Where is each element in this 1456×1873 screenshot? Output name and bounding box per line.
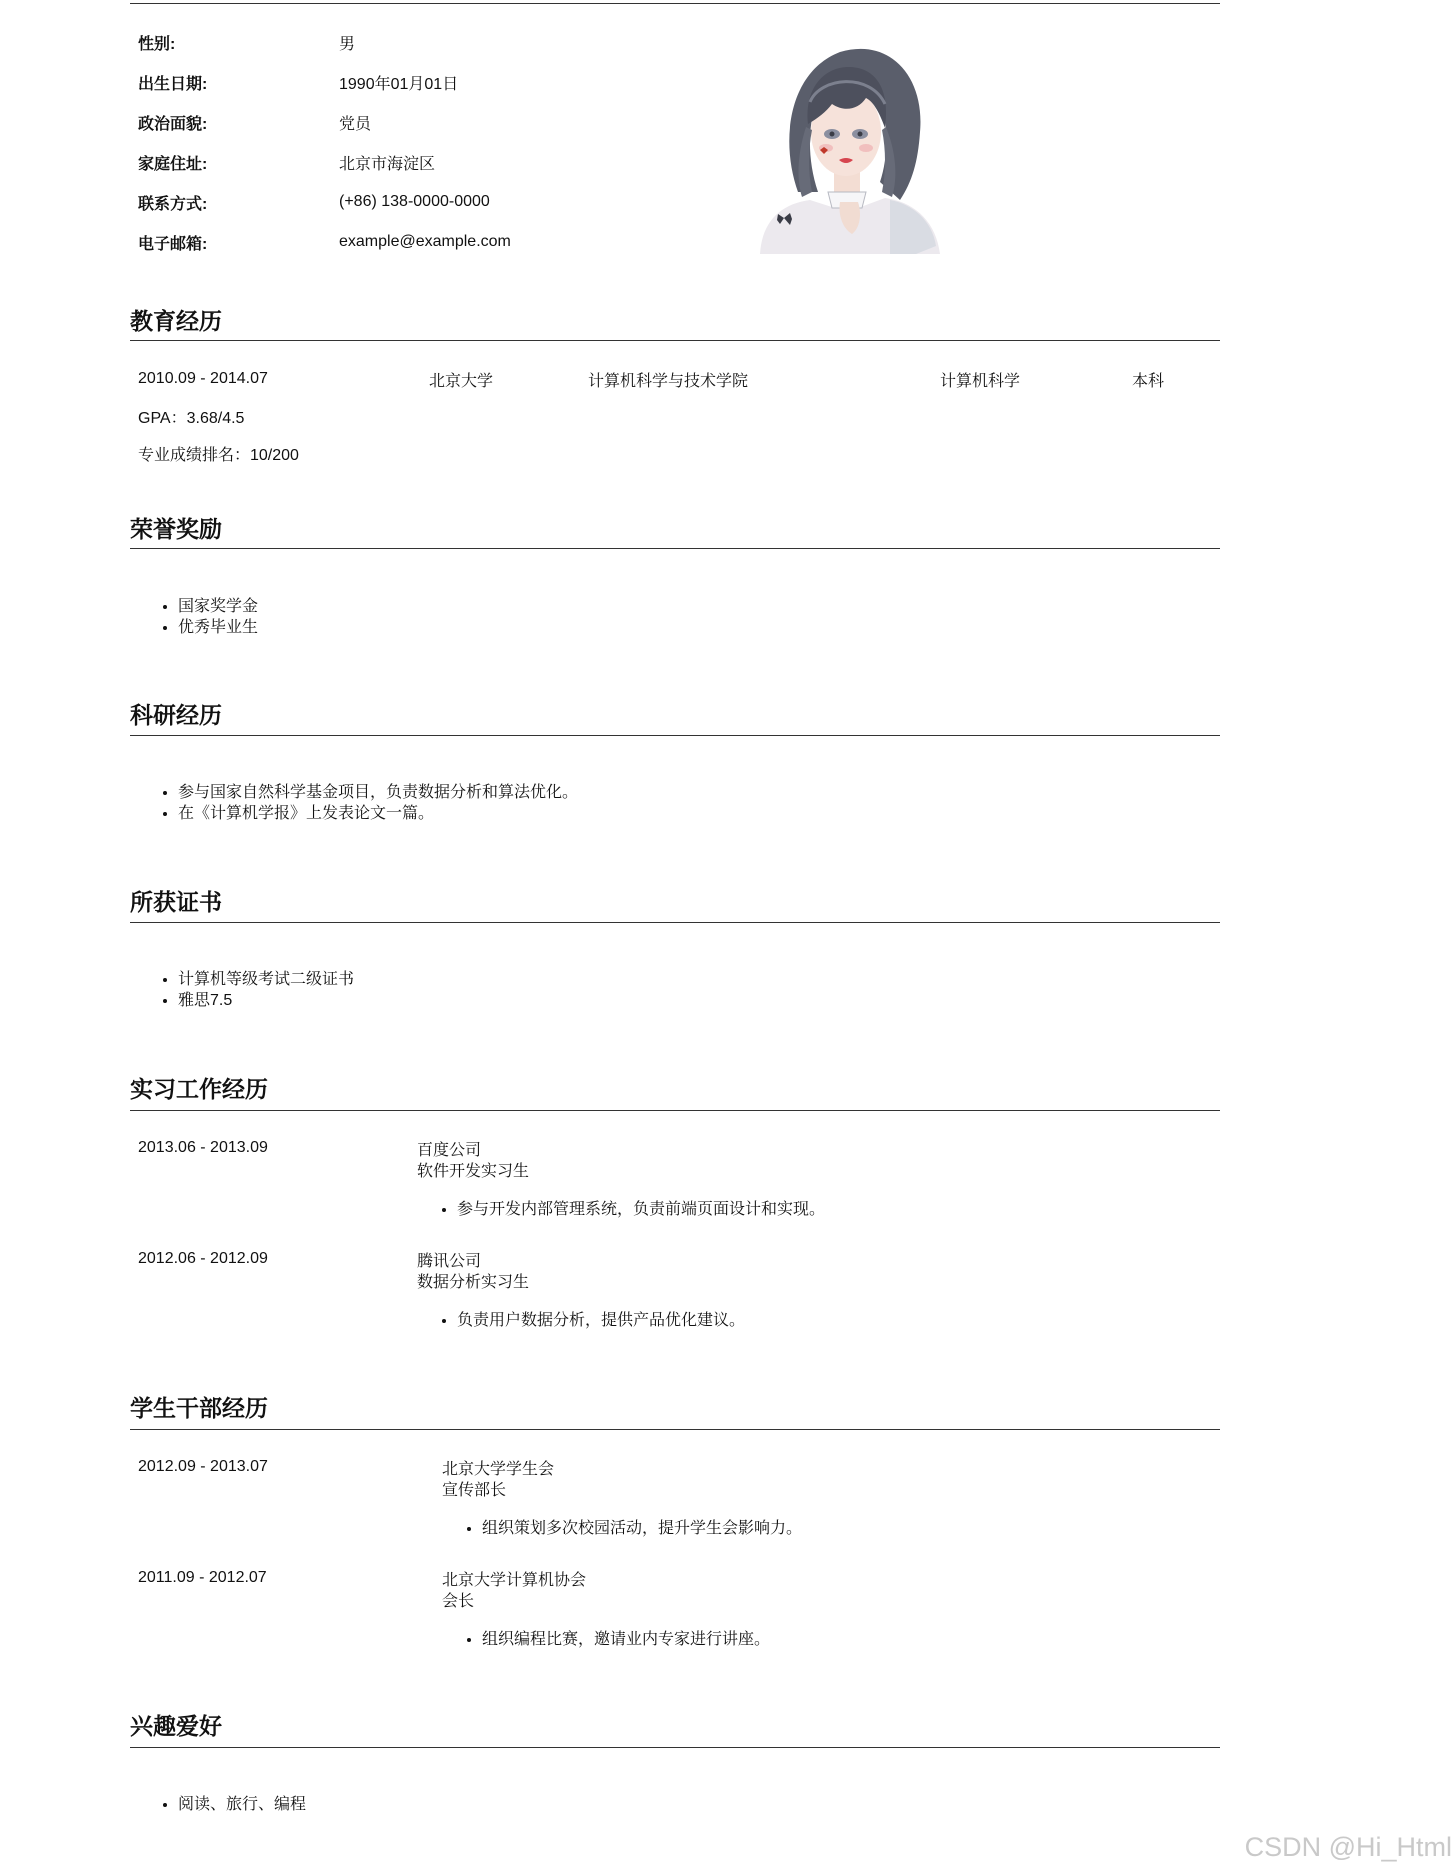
list-item: • 在《计算机学报》上发表论文一篇。 [178, 803, 578, 824]
birth-value: 1990年01月01日 [339, 76, 459, 93]
honors-title: 荣誉奖励 [130, 516, 222, 542]
csdn-watermark: CSDN @Hi_Html [1244, 1832, 1452, 1862]
list-item: • 优秀毕业生 [178, 617, 258, 638]
list-item: • 参与开发内部管理系统，负责前端页面设计和实现。 [457, 1199, 825, 1220]
list-item: • 负责用户数据分析，提供产品优化建议。 [457, 1310, 745, 1331]
address-label: 家庭住址: [138, 156, 208, 173]
list-item: • 阅读、旅行、编程 [178, 1794, 306, 1815]
education-title: 教育经历 [130, 308, 222, 334]
list-item: • 组织编程比赛，邀请业内专家进行讲座。 [482, 1629, 770, 1650]
honors-list [130, 596, 258, 638]
cadre-org: 北京大学学生会 [442, 1461, 555, 1478]
research-title: 科研经历 [130, 702, 222, 728]
top-divider [130, 3, 1220, 4]
list-item: • 计算机等级考试二级证书 [178, 969, 354, 990]
hobbies-divider [130, 1747, 1220, 1748]
certificates-title: 所获证书 [130, 889, 222, 915]
gender-value: 男 [339, 36, 356, 53]
research-list [130, 782, 578, 824]
hobbies-list [130, 1794, 306, 1815]
honors-divider [130, 548, 1220, 549]
gender-label: 性别: [138, 36, 176, 53]
email-label: 电子邮箱: [138, 236, 208, 253]
cadre-period: 2012.09 - 2013.07 [138, 1458, 268, 1475]
education-major: 计算机科学 [940, 373, 1021, 390]
internship-details [417, 1199, 825, 1220]
education-rank: 专业成绩排名：10/200 [138, 447, 299, 464]
cadre-title: 学生干部经历 [130, 1395, 268, 1421]
list-item: • 组织策划多次校园活动，提升学生会影响力。 [482, 1518, 802, 1539]
internship-role: 软件开发实习生 [417, 1163, 530, 1180]
internship-company: 腾讯公司 [417, 1253, 482, 1270]
internships-divider [130, 1110, 1220, 1111]
phone-label: 联系方式: [138, 196, 208, 213]
cadre-role: 会长 [442, 1593, 475, 1610]
internship-period: 2013.06 - 2013.09 [138, 1139, 268, 1156]
education-gpa: GPA：3.68/4.5 [138, 410, 245, 427]
hobbies-title: 兴趣爱好 [130, 1713, 222, 1739]
certificates-list [130, 969, 354, 1011]
cadre-org: 北京大学计算机协会 [442, 1572, 587, 1589]
education-school: 北京大学 [429, 373, 494, 390]
education-period: 2010.09 - 2014.07 [138, 370, 268, 387]
email-value: example@example.com [339, 233, 511, 250]
politics-value: 党员 [339, 116, 372, 133]
list-item: • 雅思7.5 [178, 990, 354, 1011]
internship-period: 2012.06 - 2012.09 [138, 1250, 268, 1267]
cadre-details [442, 1518, 802, 1539]
politics-label: 政治面貌: [138, 116, 208, 133]
education-college: 计算机科学与技术学院 [588, 373, 749, 390]
cadre-role: 宣传部长 [442, 1482, 507, 1499]
research-divider [130, 735, 1220, 736]
cadre-divider [130, 1429, 1220, 1430]
internship-role: 数据分析实习生 [417, 1274, 530, 1291]
cadre-period: 2011.09 - 2012.07 [138, 1569, 267, 1586]
address-value: 北京市海淀区 [339, 156, 436, 173]
education-divider [130, 340, 1220, 341]
cadre-details [442, 1629, 770, 1650]
certificates-divider [130, 922, 1220, 923]
birth-label: 出生日期: [138, 76, 208, 93]
profile-photo [740, 32, 950, 254]
internships-title: 实习工作经历 [130, 1076, 268, 1102]
internship-company: 百度公司 [417, 1142, 482, 1159]
internship-details [417, 1310, 745, 1331]
phone-value: (+86) 138-0000-0000 [339, 193, 490, 210]
list-item: • 国家奖学金 [178, 596, 258, 617]
list-item: • 参与国家自然科学基金项目，负责数据分析和算法优化。 [178, 782, 578, 803]
education-degree: 本科 [1132, 373, 1165, 390]
